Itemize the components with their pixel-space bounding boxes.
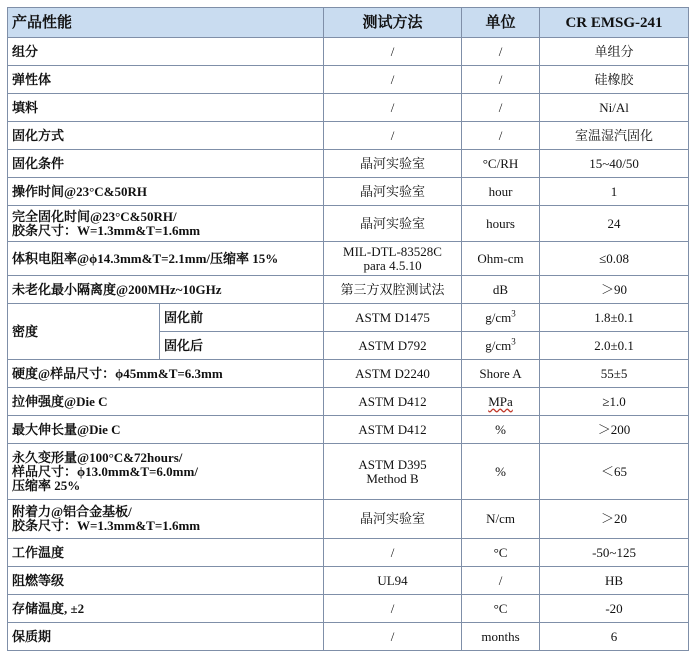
property-cell-density: 密度	[8, 304, 160, 360]
header-product: CR EMSG-241	[540, 8, 689, 38]
property-cell: 固化条件	[8, 150, 324, 178]
method-cell: 晶河实验室	[324, 178, 462, 206]
property-line: 胶条尺寸：W=1.3mm&T=1.6mm	[12, 222, 201, 238]
method-line: MIL-DTL-83528C	[343, 243, 442, 259]
method-line: ASTM D395	[358, 456, 427, 472]
table-row	[8, 623, 689, 651]
property-cell: 弹性体	[8, 66, 324, 94]
method-cell: /	[324, 94, 462, 122]
unit-cell: %	[462, 444, 540, 500]
property-cell: 最大伸长量@Die C	[8, 416, 324, 444]
table-row	[8, 242, 689, 276]
value-cell: 55±5	[540, 360, 689, 388]
unit-cell: °C	[462, 595, 540, 623]
method-cell: 晶河实验室	[324, 150, 462, 178]
property-line: 胶条尺寸：W=1.3mm&T=1.6mm	[12, 518, 201, 533]
method-cell: ASTM D412	[324, 388, 462, 416]
property-cell: 硬度@样品尺寸：ϕ45mm&T=6.3mm	[8, 360, 324, 388]
method-cell: /	[324, 595, 462, 623]
unit-cell: /	[462, 38, 540, 66]
property-line: 样品尺寸：ϕ13.0mm&T=6.0mm/	[12, 463, 198, 479]
value-cell: 硅橡胶	[540, 66, 689, 94]
value-cell: -50~125	[540, 539, 689, 567]
value-cell: ≥1.0	[540, 388, 689, 416]
unit-cell: °C/RH	[462, 150, 540, 178]
unit-base: g/cm	[485, 337, 512, 353]
method-cell: 第三方双腔测试法	[324, 276, 462, 304]
table-row	[8, 388, 689, 416]
value-cell: ＞20	[540, 500, 689, 539]
unit-cell: %	[462, 416, 540, 444]
method-cell: UL94	[324, 567, 462, 595]
table-row	[8, 444, 689, 500]
table-row	[8, 567, 689, 595]
property-cell	[8, 444, 324, 500]
property-line: 压缩率 25%	[12, 477, 81, 493]
value-cell: 1	[540, 178, 689, 206]
method-cell	[324, 242, 462, 276]
method-line: para 4.5.10	[363, 257, 422, 273]
table-row	[8, 122, 689, 150]
method-cell: /	[324, 122, 462, 150]
unit-base: g/cm	[485, 309, 512, 325]
spec-table	[7, 7, 689, 651]
unit-cell: /	[462, 94, 540, 122]
value-cell: Ni/Al	[540, 94, 689, 122]
method-cell: ASTM D2240	[324, 360, 462, 388]
unit-superscript: 3	[511, 308, 516, 319]
unit-cell: hours	[462, 206, 540, 242]
value-cell: 2.0±0.1	[540, 332, 689, 360]
property-cell	[8, 500, 324, 539]
unit-cell: Shore A	[462, 360, 540, 388]
value-cell: 24	[540, 206, 689, 242]
property-cell: 保质期	[8, 623, 324, 651]
value-cell: HB	[540, 567, 689, 595]
unit-cell: Ohm-cm	[462, 242, 540, 276]
method-cell: /	[324, 623, 462, 651]
property-cell: 固化方式	[8, 122, 324, 150]
table-row	[8, 206, 689, 242]
property-cell: 未老化最小隔离度@200MHz~10GHz	[8, 276, 324, 304]
unit-superscript: 3	[511, 336, 516, 347]
unit-text-spellcheck: MPa	[488, 393, 513, 409]
table-row	[8, 304, 689, 332]
unit-cell	[462, 332, 540, 360]
property-cell: 工作温度	[8, 539, 324, 567]
value-cell: ≤0.08	[540, 242, 689, 276]
property-line: 附着力@铝合金基板/	[12, 504, 132, 519]
table-row	[8, 94, 689, 122]
value-cell: ＜65	[540, 444, 689, 500]
table-row	[8, 360, 689, 388]
value-cell: ＞90	[540, 276, 689, 304]
method-cell: ASTM D1475	[324, 304, 462, 332]
value-cell: ＞200	[540, 416, 689, 444]
table-row	[8, 66, 689, 94]
table-row	[8, 416, 689, 444]
unit-cell: /	[462, 66, 540, 94]
table-row	[8, 500, 689, 539]
unit-cell: /	[462, 122, 540, 150]
method-cell: /	[324, 66, 462, 94]
table-row	[8, 178, 689, 206]
header-row	[8, 8, 689, 38]
unit-cell: dB	[462, 276, 540, 304]
value-cell: -20	[540, 595, 689, 623]
header-method: 测试方法	[324, 8, 462, 38]
unit-cell	[462, 388, 540, 416]
table-row	[8, 276, 689, 304]
header-property: 产品性能	[8, 8, 324, 38]
method-line: Method B	[366, 470, 419, 486]
sub-property-cell: 固化前	[160, 304, 324, 332]
unit-cell: N/cm	[462, 500, 540, 539]
property-cell: 存储温度, ±2	[8, 595, 324, 623]
method-cell: 晶河实验室	[324, 206, 462, 242]
property-line: 永久变形量@100°C&72hours/	[12, 449, 183, 465]
sub-property-cell: 固化后	[160, 332, 324, 360]
value-cell: 室温湿汽固化	[540, 122, 689, 150]
method-cell: ASTM D412	[324, 416, 462, 444]
unit-cell: /	[462, 567, 540, 595]
property-line: 完全固化时间@23°C&50RH/	[12, 208, 177, 224]
table-row	[8, 595, 689, 623]
value-cell: 6	[540, 623, 689, 651]
unit-cell: months	[462, 623, 540, 651]
method-cell: ASTM D792	[324, 332, 462, 360]
table-row	[8, 38, 689, 66]
value-cell: 1.8±0.1	[540, 304, 689, 332]
property-cell: 体积电阻率@ϕ14.3mm&T=2.1mm/压缩率 15%	[8, 242, 324, 276]
property-cell: 阻燃等级	[8, 567, 324, 595]
property-cell: 操作时间@23°C&50RH	[8, 178, 324, 206]
property-cell: 填料	[8, 94, 324, 122]
property-cell: 组分	[8, 38, 324, 66]
method-cell	[324, 444, 462, 500]
property-cell	[8, 206, 324, 242]
unit-cell	[462, 304, 540, 332]
method-cell: 晶河实验室	[324, 500, 462, 539]
property-cell: 拉伸强度@Die C	[8, 388, 324, 416]
table-row	[8, 150, 689, 178]
method-cell: /	[324, 539, 462, 567]
value-cell: 15~40/50	[540, 150, 689, 178]
table-row	[8, 539, 689, 567]
unit-cell: °C	[462, 539, 540, 567]
unit-cell: hour	[462, 178, 540, 206]
value-cell: 单组分	[540, 38, 689, 66]
header-unit: 单位	[462, 8, 540, 38]
method-cell: /	[324, 38, 462, 66]
